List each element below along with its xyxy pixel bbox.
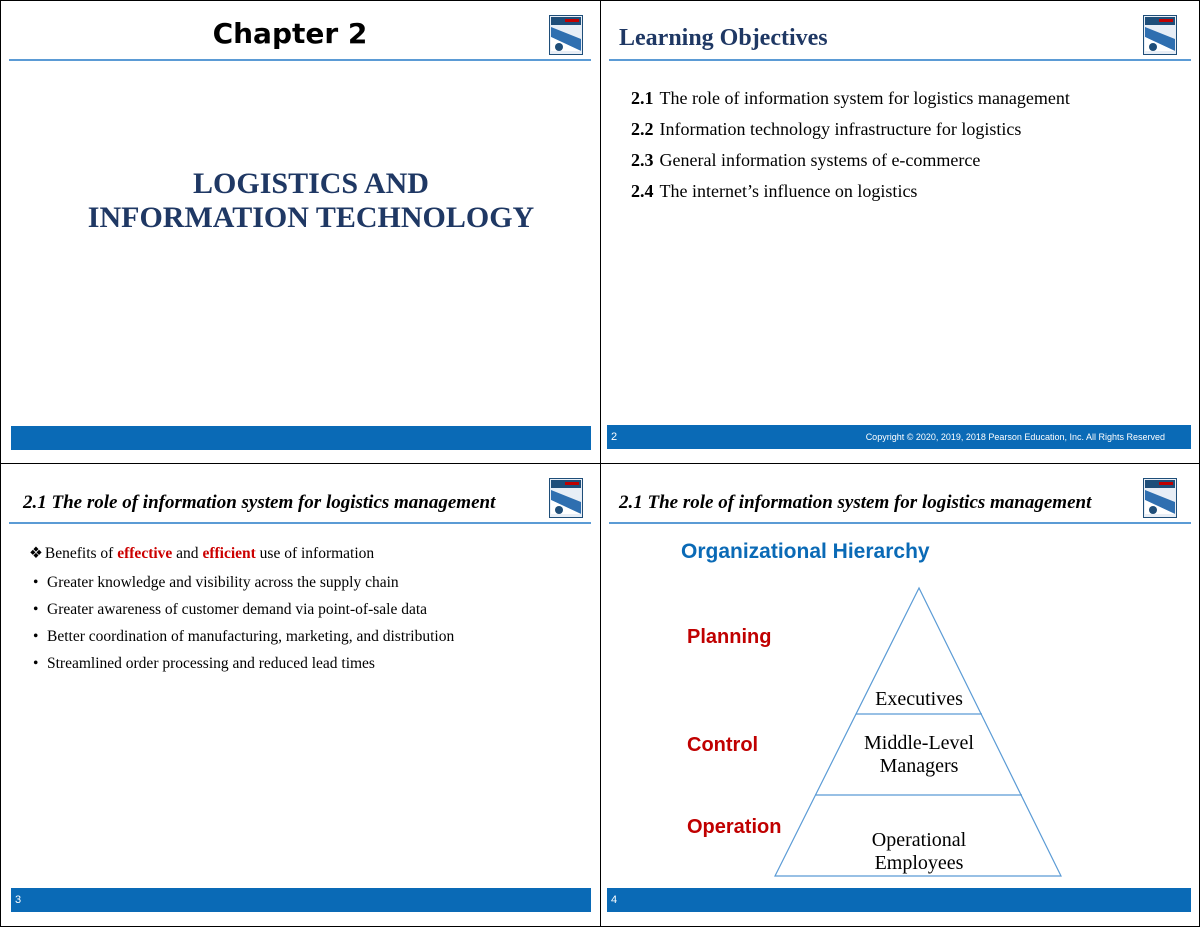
objective-item — [631, 145, 1070, 176]
lead-prefix: Benefits of — [44, 545, 114, 562]
diagram-title: Organizational Hierarchy — [681, 540, 930, 563]
objective-number: 2.4 — [631, 181, 654, 201]
level-label-operation: Operation — [687, 816, 782, 838]
tier-executives: Executives — [875, 688, 963, 710]
benefits-block — [29, 544, 454, 677]
slide-2 — [601, 1, 1199, 463]
slide-title: Chapter 2 — [212, 17, 368, 50]
book-cover-logo-icon — [1143, 15, 1177, 55]
title-rule — [609, 59, 1191, 61]
tier-middle-managers — [819, 732, 1019, 778]
objective-number: 2.2 — [631, 119, 654, 139]
objective-item — [631, 114, 1070, 145]
lead-middle: and — [176, 545, 199, 562]
tier-middle-line-1: Middle-Level — [864, 732, 974, 754]
tier-middle-line-2: Managers — [879, 755, 959, 777]
lead-emphasis-effective: effective — [117, 545, 173, 562]
book-cover-logo-icon — [1143, 478, 1177, 518]
slide-heading: 2.1 The role of information system for logistics management — [23, 492, 496, 513]
objective-text: The role of information system for logistics management — [659, 88, 1070, 108]
slide-heading: Learning Objectives — [619, 25, 828, 51]
objective-text: The internet’s influence on logistics — [659, 181, 918, 201]
benefit-item: • Streamlined order processing and reduced lead times — [29, 650, 454, 677]
lead-emphasis-efficient: efficient — [202, 545, 256, 562]
main-title — [1, 167, 599, 235]
objective-text: Information technology infrastructure for logistics — [659, 119, 1022, 139]
lead-suffix: use of information — [259, 545, 375, 562]
slide-4 — [601, 464, 1199, 926]
benefit-item: • Greater awareness of customer demand via point-of-sale data — [29, 596, 454, 623]
benefits-lead — [29, 544, 454, 563]
benefits-list — [29, 569, 454, 677]
title-rule — [9, 522, 591, 524]
footer-bar — [607, 425, 1191, 449]
page-number: 2 — [611, 431, 618, 443]
slide-heading: 2.1 The role of information system for logistics management — [619, 492, 1092, 513]
tier-bottom-line-1: Operational — [871, 829, 967, 851]
book-cover-logo-icon — [549, 478, 583, 518]
objective-item — [631, 83, 1070, 114]
main-title-line-2: INFORMATION TECHNOLOGY — [87, 201, 535, 234]
footer-bar — [11, 426, 591, 450]
tier-bottom-line-2: Employees — [874, 852, 964, 874]
main-title-line-1: LOGISTICS AND — [193, 167, 429, 200]
benefit-item: • Better coordination of manufacturing, marketing, and distribution — [29, 623, 454, 650]
copyright-text: Copyright © 2020, 2019, 2018 Pearson Education, Inc. All Rights Reserved — [865, 432, 1165, 442]
slide-3 — [1, 464, 599, 926]
tier-operational-employees — [819, 829, 1019, 875]
book-cover-logo-icon — [549, 15, 583, 55]
objective-text: General information systems of e-commerce — [659, 150, 981, 170]
objectives-list — [631, 83, 1070, 207]
objective-item — [631, 176, 1070, 207]
page-number: 3 — [15, 894, 22, 906]
benefit-item: • Greater knowledge and visibility across the supply chain — [29, 569, 454, 596]
level-label-planning: Planning — [687, 626, 772, 648]
title-rule — [609, 522, 1191, 524]
footer-bar — [607, 888, 1191, 912]
slide-1 — [1, 1, 599, 463]
footer-bar — [11, 888, 591, 912]
objective-number: 2.1 — [631, 88, 654, 108]
level-label-control: Control — [687, 734, 759, 756]
diamond-bullet-icon: ❖ — [29, 545, 43, 562]
title-rule — [9, 59, 591, 61]
objective-number: 2.3 — [631, 150, 654, 170]
page-number: 4 — [611, 894, 618, 906]
